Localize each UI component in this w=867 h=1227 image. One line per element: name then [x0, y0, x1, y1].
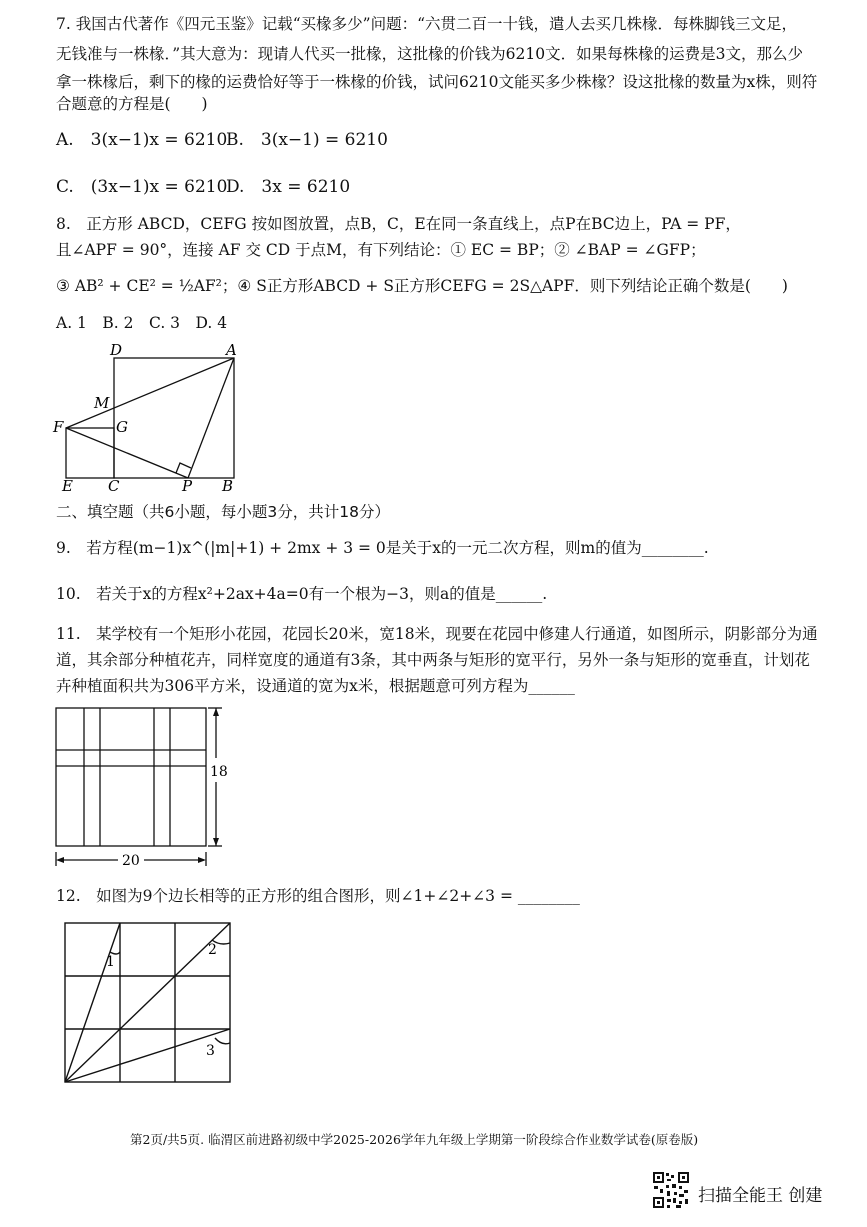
- fig8-label-f: F: [53, 418, 64, 436]
- q7-option-c: C. (3x−1)x = 6210: [56, 177, 228, 197]
- q8-geometry-figure: [50, 338, 250, 494]
- q8-text-line2: 且∠APF = 90°，连接 AF 交 CD 于点M，有下列结论：① EC = BP；② ∠BAP = ∠GFP；: [56, 241, 706, 259]
- q11-text-line2: 道，其余部分种植花卉，同样宽度的通道有3条，其中两条与矩形的宽平行，另外一条与矩形的宽垂直，计划花: [56, 651, 810, 669]
- q11-width-label: 20: [122, 853, 140, 869]
- fig8-label-m: M: [94, 394, 110, 412]
- q7-option-a: A. 3(x−1)x = 6210: [56, 130, 228, 150]
- fig8-label-g: G: [116, 418, 128, 436]
- q9-text: 9. 若方程(m−1)x^(|m|+1) + 2mx + 3 = 0是关于x的一元二次方程，则m的值为________.: [56, 539, 709, 557]
- q12-angle-1-label: 1: [106, 954, 115, 970]
- q8-text-line3: ③ AB² + CE² = ½AF²；④ S正方形ABCD + S正方形CEFG = 2S△APF．则下列结论正确个数是( ): [56, 277, 788, 295]
- q12-angle-3-label: 3: [206, 1043, 215, 1059]
- fig8-label-c: C: [108, 477, 120, 494]
- q7-option-b: B. 3(x−1) = 6210: [226, 130, 388, 150]
- q7-text-line4: 合题意的方程是( ): [56, 95, 208, 113]
- q12-grid-figure: [60, 918, 238, 1088]
- q11-height-label: 18: [210, 764, 228, 780]
- fig8-label-p: P: [182, 477, 193, 494]
- q7-text-line3: 拿一株椽后，剩下的椽的运费恰好等于一株椽的价钱，试问6210文能买多少株椽？设这批椽的数量为x株，则符: [56, 73, 818, 91]
- q8-options: A. 1 B. 2 C. 3 D. 4: [56, 314, 228, 332]
- scanner-watermark-label: 扫描全能王 创建: [698, 1186, 823, 1206]
- section2-heading: 二、填空题（共6小题，每小题3分，共计18分）: [56, 503, 390, 521]
- q12-angle-2-label: 2: [208, 942, 217, 958]
- fig8-label-b: B: [222, 477, 234, 494]
- q11-garden-figure: [50, 702, 240, 870]
- qr-code-icon: [652, 1171, 690, 1209]
- fig8-label-e: E: [62, 477, 73, 494]
- q11-text-line3: 卉种植面积共为306平方米，设通道的宽为x米，根据题意可列方程为______: [56, 677, 575, 695]
- q10-text: 10. 若关于x的方程x²+2ax+4a=0有一个根为−3，则a的值是______.: [56, 585, 548, 603]
- fig8-label-d: D: [110, 341, 123, 359]
- fig8-label-a: A: [226, 341, 237, 359]
- q7-option-d: D. 3x = 6210: [226, 177, 351, 197]
- q12-text: 12. 如图为9个边长相等的正方形的组合图形，则∠1+∠2+∠3 = ________: [56, 887, 580, 905]
- page-footer: 第2页/共5页. 临渭区前进路初级中学2025-2026学年九年级上学期第一阶段综合作业数学试卷(原卷版): [130, 1132, 699, 1147]
- q7-text-line1: 7. 我国古代著作《四元玉鉴》记载“买椽多少”问题：“六贯二百一十钱，遣人去买几株椽．每株脚钱三文足，: [56, 15, 797, 33]
- q8-text-line1: 8. 正方形 ABCD，CEFG 按如图放置，点B，C，E在同一条直线上，点P在BC边上，PA = PF，: [56, 215, 741, 233]
- q11-text-line1: 11. 某学校有一个矩形小花园，花园长20米，宽18米，现要在花园中修建人行通道，如图所示，阴影部分为通: [56, 625, 818, 643]
- q7-text-line2: 无钱准与一株椽．”其大意为：现请人代买一批椽，这批椽的价钱为6210文．如果每株椽的运费是3文，那么少: [56, 45, 803, 63]
